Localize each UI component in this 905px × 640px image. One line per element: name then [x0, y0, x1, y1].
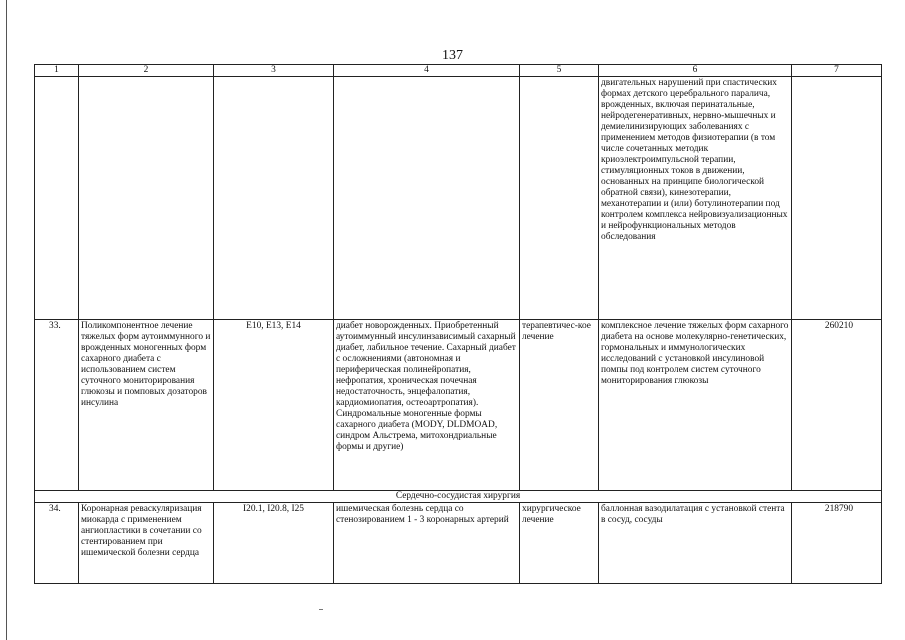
- scan-mark: [319, 609, 323, 610]
- column-header: 6: [599, 65, 792, 77]
- page-number: 137: [442, 48, 463, 63]
- treatment-method: комплексное лечение тяжелых форм сахарного диабета на основе молекулярно-генетических, гормональных и иммунологических исследований с установкой инсулиновой помпы под контролем систем суточного мониторирования глюкозы: [599, 320, 792, 491]
- column-number-row: [35, 65, 882, 77]
- row-number: 33.: [35, 320, 79, 491]
- table-cell: [792, 77, 882, 320]
- care-type-name: Коронарная реваскуляризация миокарда с применением ангиопластики в сочетании со стентированием при ишемической болезни сердца: [79, 503, 214, 584]
- table-cell: [35, 77, 79, 320]
- section-title: Сердечно-сосудистая хирургия: [35, 491, 882, 503]
- table-cell: [79, 77, 214, 320]
- method-cell: двигательных нарушений при спастических формах детского церебрального паралича, врожденных, включая перинатальные, нейродегенеративных, нервно-мышечных и демиелинизирующих заболеваниях с применением методов физиотерапии (в том числе сочетанных методик криоэлектроимпульсной терапии, стимуляционных токов в движении, основанных на принципе биологической обратной связи), кинезотерапии, механотерапии и (или) ботулинотерапии под контролем комплекса нейровизуализационных и нейрофункциональных методов обследования: [599, 77, 792, 320]
- column-header: 5: [520, 65, 599, 77]
- care-type-name: Поликомпонентное лечение тяжелых форм аутоиммунного и врожденных моногенных форм сахарного диабета с использованием систем суточного мониторирования глюкозы и помповых дозаторов инсулина: [79, 320, 214, 491]
- services-table: [34, 64, 882, 584]
- table-cell: [334, 77, 520, 320]
- left-margin-rule: [6, 0, 7, 640]
- icd-codes: I20.1, I20.8, I25: [214, 503, 334, 584]
- cost-value: 260210: [792, 320, 882, 491]
- column-header: 4: [334, 65, 520, 77]
- column-header: 3: [214, 65, 334, 77]
- table-row-continuation: [35, 77, 882, 320]
- column-header: 7: [792, 65, 882, 77]
- table-cell: [214, 77, 334, 320]
- cost-value: 218790: [792, 503, 882, 584]
- treatment-method: баллонная вазодилатация с установкой стента в сосуд, сосуды: [599, 503, 792, 584]
- treatment-type: хирургическое лечение: [520, 503, 599, 584]
- section-header-row: [35, 491, 882, 503]
- column-header: 1: [35, 65, 79, 77]
- table-cell: [520, 77, 599, 320]
- table-row: [35, 503, 882, 584]
- icd-codes: E10, E13, E14: [214, 320, 334, 491]
- column-header: 2: [79, 65, 214, 77]
- patient-model: ишемическая болезнь сердца со стенозированием 1 - 3 коронарных артерий: [334, 503, 520, 584]
- table-row: [35, 320, 882, 491]
- patient-model: диабет новорожденных. Приобретенный аутоиммунный инсулинзависимый сахарный диабет, лабильное течение. Сахарный диабет с осложнениями (автономная и периферическая полинейропатия, нефропатия, хроническая почечная недостаточность, энцефалопатия, кардиомиопатия, остеоартропатия). Синдромальные моногенные формы сахарного диабета (MODY, DLDMOAD, синдром Альстрема, митохондриальные формы и другие): [334, 320, 520, 491]
- row-number: 34.: [35, 503, 79, 584]
- treatment-type: терапевтичес-кое лечение: [520, 320, 599, 491]
